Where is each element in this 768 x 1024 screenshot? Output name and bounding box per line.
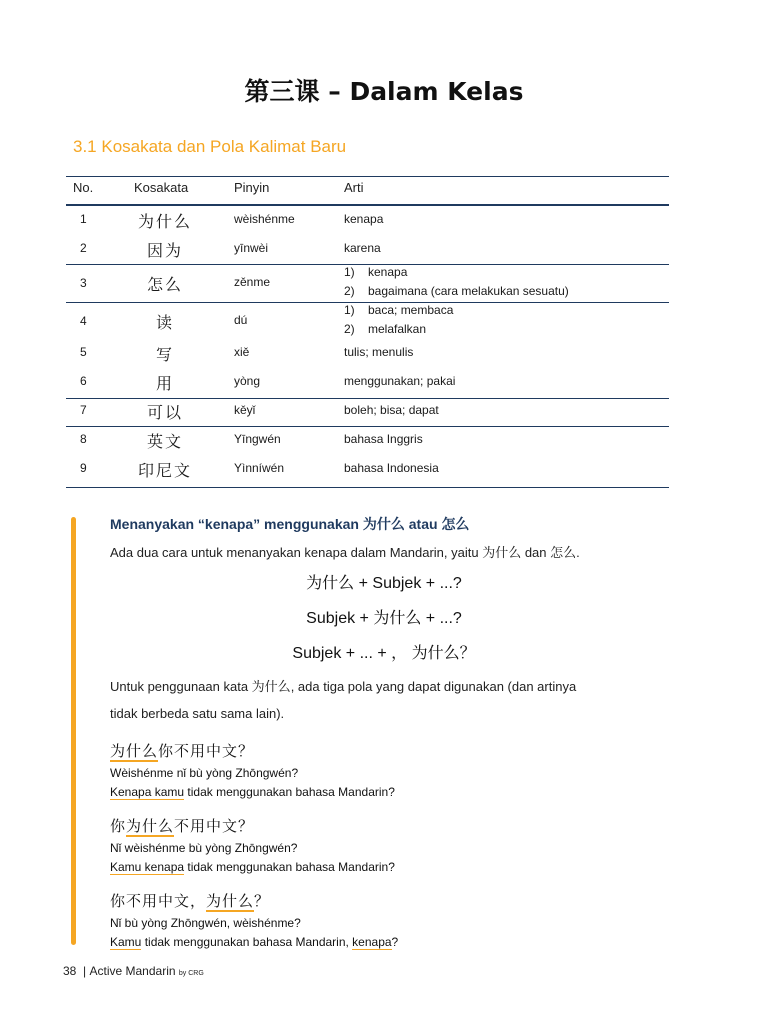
- example-1-hanzi: 为什么你不用中文？: [110, 742, 255, 760]
- table-row: 3 怎么 zěnme 1) kenapa 2) bagaimana (cara melakukan sesuatu): [66, 265, 669, 302]
- table-row: 2 因为 yīnwèi karena: [80, 241, 381, 260]
- table-row: 8 英文 Yīngwén bahasa Inggris: [80, 432, 423, 451]
- pattern-2: Subjek + 为什么 + ...?: [306, 610, 462, 627]
- example-3-pinyin: Nǐ bù yòng Zhōngwén, wèishénme?: [110, 916, 301, 930]
- arti-list: 1) baca; membaca 2) melafalkan: [344, 303, 454, 336]
- table-row: 1 为什么 wèishénme kenapa: [80, 212, 384, 231]
- book-title: Active Mandarin: [89, 964, 176, 978]
- callout-intro: Ada dua cara untuk menanyakan kenapa dalam Mandarin, yaitu 为什么 dan 怎么.: [110, 545, 580, 561]
- table-row: 5 写 xiě tulis; menulis: [80, 345, 414, 364]
- row-divider: [66, 398, 669, 399]
- arti-list: 1) kenapa 2) bagaimana (cara melakukan sesuatu): [344, 265, 569, 298]
- header-arti: Arti: [344, 180, 364, 195]
- pattern-3: Subjek + ... + ， 为什么？: [292, 645, 476, 662]
- header-no: No.: [73, 180, 94, 195]
- header-kosakata: Kosakata: [134, 180, 189, 195]
- page-footer: [63, 964, 204, 978]
- publisher: by CRG: [178, 970, 204, 977]
- table-bottom-rule: [66, 487, 669, 488]
- callout-heading: Menanyakan “kenapa” menggunakan 为什么 atau 怎么: [110, 516, 470, 533]
- table-header-rule: [66, 204, 669, 206]
- example-1-pinyin: Wèishénme nǐ bù yòng Zhōngwén?: [110, 766, 299, 780]
- table-row: 9 印尼文 Yìnníwén bahasa Indonesia: [80, 461, 439, 480]
- example-2-translation: Kamu kenapa tidak menggunakan bahasa Mandarin?: [110, 860, 395, 874]
- row-divider: [66, 426, 669, 427]
- table-header: [66, 176, 669, 204]
- example-1-translation: Kenapa kamu tidak menggunakan bahasa Mandarin?: [110, 785, 395, 799]
- table-row: 6 用 yòng menggunakan; pakai: [80, 374, 456, 393]
- usage-paragraph: Untuk penggunaan kata 为什么, ada tiga pola yang dapat digunakan (dan artinya tidak berbeda satu sama lain).: [110, 679, 577, 721]
- page-title: 第三课 – Dalam Kelas: [244, 77, 524, 106]
- example-2-hanzi: 你为什么不用中文？: [110, 817, 255, 835]
- page-number: 38: [63, 964, 77, 978]
- pattern-1: 为什么 + Subjek + ...?: [306, 575, 462, 592]
- header-pinyin: Pinyin: [234, 180, 270, 195]
- example-3-hanzi: 你不用中文，为什么？: [110, 892, 271, 910]
- table-row: 7 可以 kěyǐ boleh; bisa; dapat: [80, 403, 439, 422]
- section-heading: 3.1 Kosakata dan Pola Kalimat Baru: [73, 137, 347, 156]
- footer-separator: |: [83, 964, 87, 978]
- table-row: 4 读 dú 1) baca; membaca 2) melafalkan: [66, 303, 669, 340]
- example-2-pinyin: Nǐ wèishénme bù yòng Zhōngwén?: [110, 841, 298, 855]
- example-3-translation: Kamu tidak menggunakan bahasa Mandarin, kenapa?: [110, 935, 399, 949]
